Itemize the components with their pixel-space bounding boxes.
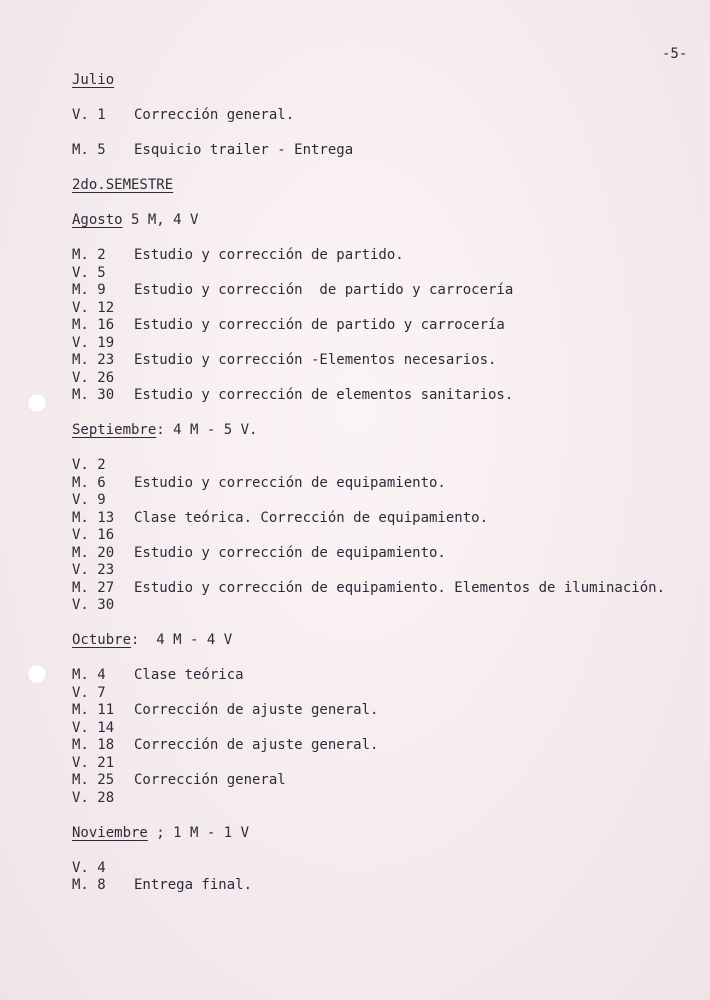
schedule-entry [72,387,702,405]
schedule-entry [72,755,702,773]
entry-gap [72,125,702,143]
schedule-entry [72,370,702,388]
section-heading-title: Noviembre [72,824,148,841]
entry-day: V. 1 [72,107,106,123]
entry-day: M. 6 [72,474,106,491]
page-number: -5- [662,46,688,62]
schedule-entry [72,352,702,370]
entry-day: V. 26 [72,369,115,386]
schedule-entry [72,107,702,125]
section-heading [72,422,702,440]
entry-text: Estudio y corrección de elementos sanitarios. [134,387,514,403]
section-heading-title: Septiembre [72,422,157,438]
schedule-entry [72,720,702,738]
entry-text: Entrega final. [134,877,253,893]
entry-day: M. 5 [72,142,106,158]
schedule-entry [72,142,702,160]
entry-day: M. 27 [72,579,115,596]
schedule-entry [72,790,702,808]
section-heading [72,632,702,650]
heading-gap [72,842,702,860]
entry-day: V. 4 [72,859,106,876]
section-gap [72,405,702,423]
entry-day: V. 5 [72,264,106,281]
entry-text: Corrección de ajuste general. [134,737,379,753]
schedule-entry [72,737,702,755]
entry-day: M. 23 [72,352,115,368]
section-heading-detail: 5 M, 4 V [122,212,199,228]
heading-gap [72,650,702,668]
entry-day: V. 12 [72,299,115,316]
entry-day: V. 16 [72,527,115,543]
schedule-entry [72,457,702,475]
entry-day: V. 30 [72,597,115,613]
section-gap [72,195,702,213]
entry-day: V. 2 [72,457,106,473]
section-heading [72,825,702,843]
schedule-entry [72,562,702,580]
entry-day: V. 19 [72,334,115,351]
entry-text: Estudio y corrección de equipamiento. [134,474,446,491]
entry-day: M. 25 [72,772,115,788]
section-heading-detail: : 4 M - 4 V [131,632,233,648]
section-heading-detail: : 4 M - 5 V. [156,422,258,438]
section-heading-title: Octubre [72,632,132,648]
schedule-entry [72,265,702,283]
schedule-entry [72,772,702,790]
schedule-entry [72,492,702,510]
punch-hole-bottom [27,664,47,684]
entry-text: Estudio y corrección de equipamiento. [134,544,446,561]
punch-hole-top [27,393,47,413]
schedule-entry [72,317,702,335]
section-heading-title: Julio [72,72,115,88]
schedule-entry [72,597,702,615]
schedule-entry [72,510,702,528]
schedule-entry [72,667,702,685]
entry-text: Corrección general [134,772,286,788]
section-heading-detail: ; 1 M - 1 V [147,824,250,841]
entry-text: Corrección general. [134,107,295,123]
schedule-entry [72,877,702,895]
entry-day: M. 13 [72,509,115,526]
schedule-entry [72,282,702,300]
section-gap [72,807,702,825]
schedule-entry [72,545,702,563]
entry-day: V. 23 [72,562,115,578]
entry-day: V. 28 [72,789,115,806]
entry-text: Estudio y corrección de equipamiento. Elementos de iluminación. [134,579,666,596]
entry-day: M. 4 [72,667,106,683]
entry-text: Clase teórica [134,667,244,683]
schedule-entry [72,300,702,318]
section-heading [72,72,702,90]
schedule-entry [72,247,702,265]
heading-gap [72,230,702,248]
schedule-entry [72,527,702,545]
entry-day: M. 16 [72,317,115,333]
entry-text: Estudio y corrección de partido y carrocería [134,282,514,298]
entry-day: M. 18 [72,737,115,753]
entry-text: Estudio y corrección de partido y carrocería [134,317,505,333]
entry-day: V. 21 [72,754,115,771]
entry-text: Estudio y corrección -Elementos necesarios. [134,352,497,368]
section-gap [72,160,702,178]
schedule-entry [72,685,702,703]
section-gap [72,615,702,633]
schedule-content [72,72,702,895]
entry-day: M. 9 [72,282,106,298]
entry-day: M. 20 [72,544,115,561]
entry-text: Esquicio trailer - Entrega [134,142,354,158]
schedule-entry [72,702,702,720]
entry-text: Corrección de ajuste general. [134,702,379,718]
section-heading [72,177,702,195]
schedule-entry [72,475,702,493]
section-heading-title: Agosto [72,212,123,228]
section-heading [72,212,702,230]
entry-day: M. 2 [72,247,106,263]
schedule-entry [72,860,702,878]
entry-day: M. 30 [72,387,115,403]
schedule-entry [72,335,702,353]
entry-text: Estudio y corrección de partido. [134,247,404,263]
entry-day: M. 8 [72,877,106,893]
section-heading-title: 2do.SEMESTRE [72,177,174,193]
entry-day: V. 7 [72,684,106,701]
entry-text: Clase teórica. Corrección de equipamiento. [134,509,489,526]
heading-gap [72,440,702,458]
entry-day: V. 14 [72,719,115,736]
heading-gap [72,90,702,108]
schedule-entry [72,580,702,598]
entry-day: V. 9 [72,492,106,508]
entry-day: M. 11 [72,702,115,718]
